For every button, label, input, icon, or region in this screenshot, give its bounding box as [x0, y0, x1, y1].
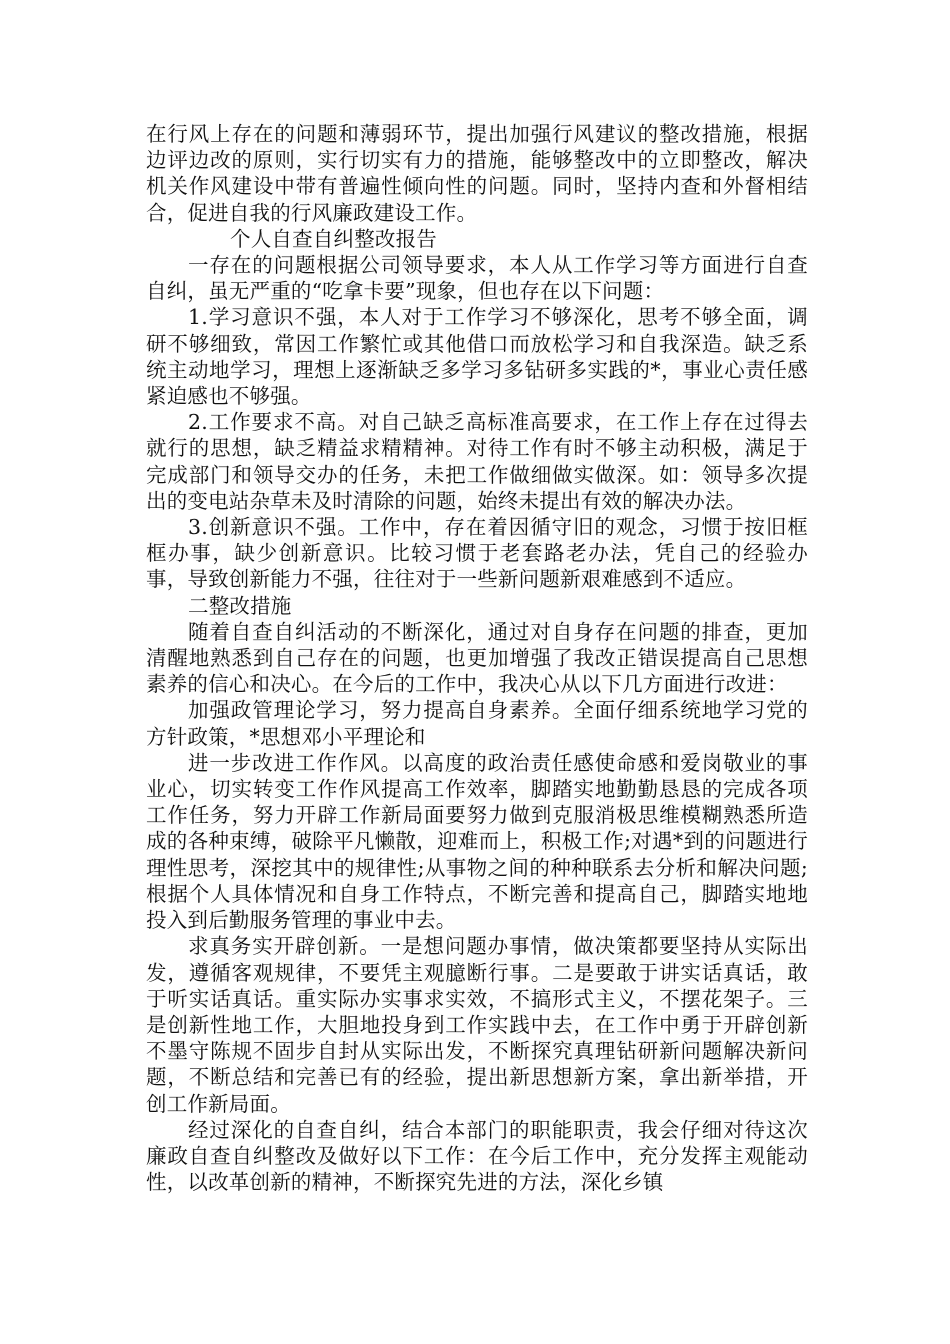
problem-item-2: 2.工作要求不高。对自己缺乏高标准高要求，在工作上存在过得去就行的思想，缺乏精益求精精神。对待工作有时不够主动积极，满足于完成部门和领导交办的任务，未把工作做细做实做深。如：领导多次提出的变电站杂草未及时清除的问题，始终未提出有效的解决办法。 — [146, 410, 808, 513]
measures-intro: 随着自查自纠活动的不断深化，通过对自身存在问题的排查，更加清醒地熟悉到自己存在的问题，也更加增强了我改正错误提高自己思想素养的信心和决心。在今后的工作中，我决心从以下几方面进行改进： — [146, 619, 808, 697]
section-heading-measures: 二整改措施 — [188, 593, 292, 618]
paragraph-conclusion: 经过深化的自查自纠，结合本部门的职能职责，我会仔细对待这次廉政自查自纠整改及做好以下工作：在今后工作中，充分发挥主观能动性，以改革创新的精神，不断探究先进的方法，深化乡镇 — [146, 1117, 808, 1195]
document-page — [146, 121, 808, 1195]
measure-innovation: 求真务实开辟创新。一是想问题办事情，做决策都要坚持从实际出发，遵循客观规律，不要凭主观臆断行事。二是要敢于讲实话真话，敢于听实话真话。重实际办实事求实效，不搞形式主义，不摆花架子。三是创新性地工作，大胆地投身到工作实践中去，在工作中勇于开辟创新不墨守陈规不固步自封从实际出发，不断探究真理钻研新问题解决新问题，不断总结和完善已有的经验，提出新思想新方案，拿出新举措，开创工作新局面。 — [146, 934, 808, 1116]
problem-item-3: 3.创新意识不强。工作中，存在着因循守旧的观念，习惯于按旧框框办事，缺少创新意识。比较习惯于老套路老办法，凭自己的经验办事，导致创新能力不强，往往对于一些新问题新艰难感到不适应。 — [146, 515, 808, 592]
section-problems: 一存在的问题根据公司领导要求，本人从工作学习等方面进行自查自纠，虽无严重的“吃拿卡要”现象，但也存在以下问题： — [146, 253, 808, 304]
measure-study: 加强政管理论学习，努力提高自身素养。全面仔细系统地学习党的方针政策，*思想邓小平理论和 — [146, 698, 808, 749]
problem-item-1: 1.学习意识不强，本人对于工作学习不够深化，思考不够全面，调研不够细致，常因工作繁忙或其他借口而放松学习和自我深造。缺乏系统主动地学习，理想上逐渐缺乏多学习多钻研多实践的*，事业心责任感紧迫感也不够强。 — [146, 305, 808, 409]
paragraph-intro: 在行风上存在的问题和薄弱环节，提出加强行风建议的整改措施，根据边评边改的原则，实行切实有力的措施，能够整改中的立即整改，解决机关作风建设中带有普遍性倾向性的问题。同时，坚持内查和外督相结合，促进自我的行风廉政建设工作。 — [146, 122, 808, 225]
report-title: 个人自查自纠整改报告 — [230, 226, 437, 251]
measure-work-style: 进一步改进工作作风。以高度的政治责任感使命感和爱岗敬业的事业心，切实转变工作作风提高工作效率，脚踏实地勤勤恳恳的完成各项工作任务，努力开辟工作新局面要努力做到克服消极思维模糊熟悉所造成的各种束缚，破除平凡懒散，迎难而上，积极工作;对遇*到的问题进行理性思考，深挖其中的规律性;从事物之间的种种联系去分析和解决问题;根据个人具体情况和自身工作特点，不断完善和提高自己，脚踏实地地投入到后勤服务管理的事业中去。 — [146, 750, 808, 933]
